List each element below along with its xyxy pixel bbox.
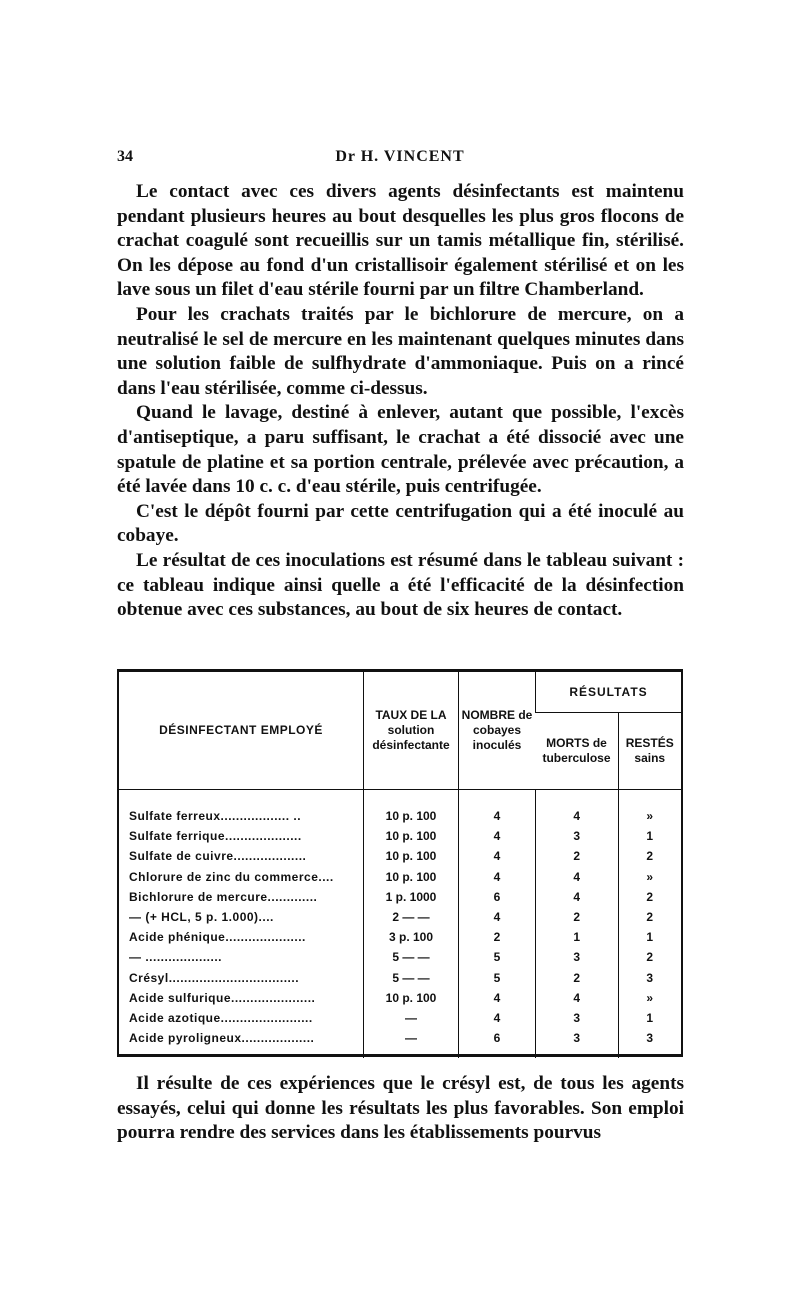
header-resultats: RÉSULTATS bbox=[536, 672, 682, 713]
table-row bbox=[119, 927, 681, 947]
body-text-bottom bbox=[117, 1072, 684, 1146]
results-table bbox=[117, 669, 683, 1057]
cell-morts: 3 bbox=[536, 947, 619, 967]
cell-nombre: 5 bbox=[459, 968, 536, 988]
header-restes: RESTÉS sains bbox=[618, 713, 681, 790]
table-row bbox=[119, 806, 681, 826]
cell-nombre: 4 bbox=[459, 907, 536, 927]
header-morts: MORTS de tuberculose bbox=[536, 713, 619, 790]
paragraph: Le résultat de ces inoculations est résumé dans le tableau suivant : ce tableau indique ainsi quelle a été l'efficacité de la désinfection obtenue avec ces substances, au bout de six heures de contact. bbox=[117, 549, 684, 621]
cell-nombre: 2 bbox=[459, 927, 536, 947]
cell-taux: 5 — — bbox=[364, 947, 459, 967]
cell-morts: 4 bbox=[536, 988, 619, 1008]
header-taux: TAUX DE LA solution désinfectante bbox=[364, 672, 459, 790]
page-number: 34 bbox=[117, 148, 133, 165]
cell-restes: 1 bbox=[618, 927, 681, 947]
cell-restes: 1 bbox=[618, 1008, 681, 1028]
table-row bbox=[119, 887, 681, 907]
cell-nombre: 4 bbox=[459, 806, 536, 826]
paragraph: C'est le dépôt fourni par cette centrifugation qui a été inoculé au cobaye. bbox=[117, 500, 684, 547]
cell-taux: — bbox=[364, 1028, 459, 1048]
cell-taux: 3 p. 100 bbox=[364, 927, 459, 947]
paragraph: Il résulte de ces expériences que le crésyl est, de tous les agents essayés, celui qui donne les résultats les plus favorables. Son emploi pourra rendre des services dans les établissements pourvus bbox=[117, 1073, 684, 1144]
cell-agent: Crésyl.................................. bbox=[129, 970, 300, 985]
cell-restes: 2 bbox=[618, 887, 681, 907]
table-row bbox=[119, 988, 681, 1008]
body-text-top bbox=[117, 180, 684, 623]
cell-taux: 2 — — bbox=[364, 907, 459, 927]
cell-morts: 2 bbox=[536, 968, 619, 988]
spacer-row bbox=[119, 1048, 681, 1058]
cell-taux: 10 p. 100 bbox=[364, 806, 459, 826]
cell-agent: Acide pyroligneux................... bbox=[129, 1031, 315, 1046]
table-row bbox=[119, 968, 681, 988]
cell-agent: Bichlorure de mercure............. bbox=[129, 889, 318, 904]
cell-restes: 2 bbox=[618, 947, 681, 967]
cell-morts: 4 bbox=[536, 806, 619, 826]
cell-restes: » bbox=[618, 988, 681, 1008]
cell-agent: — .................... bbox=[129, 950, 223, 965]
cell-agent: Acide sulfurique...................... bbox=[129, 990, 316, 1005]
cell-nombre: 5 bbox=[459, 947, 536, 967]
cell-restes: 1 bbox=[618, 826, 681, 846]
cell-morts: 1 bbox=[536, 927, 619, 947]
cell-taux: 10 p. 100 bbox=[364, 826, 459, 846]
paragraph: Pour les crachats traités par le bichlorure de mercure, on a neutralisé le sel de mercure en les maintenant quelques minutes dans une solution faible de sulfhydrate d'ammoniaque. Puis on a rincé dans l'eau stérilisée, comme ci-dessus. bbox=[117, 303, 684, 399]
cell-taux: 5 — — bbox=[364, 968, 459, 988]
table-row bbox=[119, 907, 681, 927]
cell-agent: — (+ HCL, 5 p. 1.000).... bbox=[129, 910, 274, 925]
cell-nombre: 4 bbox=[459, 846, 536, 866]
cell-nombre: 6 bbox=[459, 1028, 536, 1048]
cell-morts: 2 bbox=[536, 846, 619, 866]
cell-morts: 2 bbox=[536, 907, 619, 927]
results-table-grid bbox=[119, 672, 681, 1058]
table-row bbox=[119, 1008, 681, 1028]
cell-morts: 3 bbox=[536, 1028, 619, 1048]
cell-morts: 3 bbox=[536, 1008, 619, 1028]
cell-morts: 4 bbox=[536, 887, 619, 907]
table-row bbox=[119, 1028, 681, 1048]
cell-agent: Acide phénique..................... bbox=[129, 930, 306, 945]
cell-agent: Sulfate ferrique.................... bbox=[129, 829, 302, 844]
header-agent: DÉSINFECTANT EMPLOYÉ bbox=[119, 672, 364, 790]
cell-restes: 3 bbox=[618, 968, 681, 988]
cell-nombre: 6 bbox=[459, 887, 536, 907]
page-header bbox=[117, 148, 683, 172]
cell-taux: — bbox=[364, 1008, 459, 1028]
table-row bbox=[119, 867, 681, 887]
cell-taux: 10 p. 100 bbox=[364, 846, 459, 866]
cell-nombre: 4 bbox=[459, 867, 536, 887]
cell-taux: 10 p. 100 bbox=[364, 867, 459, 887]
table-row bbox=[119, 947, 681, 967]
cell-agent: Acide azotique........................ bbox=[129, 1010, 313, 1025]
cell-restes: 3 bbox=[618, 1028, 681, 1048]
table-row bbox=[119, 826, 681, 846]
cell-restes: » bbox=[618, 867, 681, 887]
cell-restes: 2 bbox=[618, 846, 681, 866]
cell-nombre: 4 bbox=[459, 1008, 536, 1028]
cell-taux: 10 p. 100 bbox=[364, 988, 459, 1008]
cell-agent: Sulfate de cuivre................... bbox=[129, 849, 307, 864]
paragraph: Le contact avec ces divers agents désinfectants est maintenu pendant plusieurs heures au bout desquelles les plus gros flocons de crachat coagulé sont recueillis sur un tamis métallique fin, stérilisé. On les dépose au fond d'un cristallisoir également stérilisé et on les lave sous un filet d'eau stérile fourni par un filtre Chamberland. bbox=[117, 181, 684, 301]
running-head: Dr H. VINCENT bbox=[335, 148, 465, 165]
spacer-row bbox=[119, 790, 681, 807]
cell-restes: 2 bbox=[618, 907, 681, 927]
paragraph: Quand le lavage, destiné à enlever, autant que possible, l'excès d'antiseptique, a paru suffisant, le crachat a été dissocié avec une spatule de platine et sa portion centrale, prélevée avec précaution, a été lavée dans 10 c. c. d'eau stérile, puis centrifugée. bbox=[117, 402, 684, 498]
cell-nombre: 4 bbox=[459, 826, 536, 846]
cell-nombre: 4 bbox=[459, 988, 536, 1008]
header-nombre: NOMBRE de cobayes inoculés bbox=[459, 672, 536, 790]
cell-restes: » bbox=[618, 806, 681, 826]
cell-agent: Chlorure de zinc du commerce.... bbox=[129, 869, 334, 884]
cell-agent: Sulfate ferreux.................. .. bbox=[129, 809, 302, 824]
table-row bbox=[119, 846, 681, 866]
cell-morts: 3 bbox=[536, 826, 619, 846]
cell-morts: 4 bbox=[536, 867, 619, 887]
cell-taux: 1 p. 1000 bbox=[364, 887, 459, 907]
